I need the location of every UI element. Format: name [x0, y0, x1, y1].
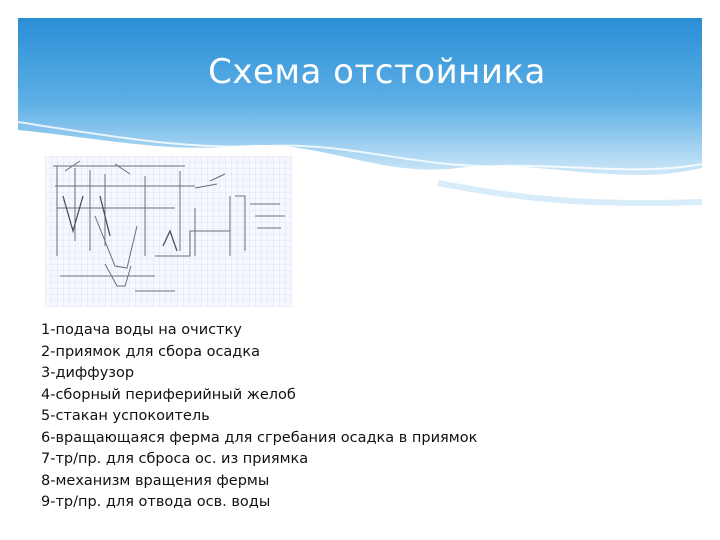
legend-item: 6-вращающаяся ферма для сгребания осадка в приямок — [41, 429, 478, 446]
slide-title: Схема отстойника — [208, 52, 546, 92]
legend-item: 3-диффузор — [41, 365, 135, 381]
legend-item: 4-сборный периферийный желоб — [41, 386, 296, 403]
legend-item: 9-тр/пр. для отвода осв. воды — [41, 494, 271, 510]
legend-list — [41, 320, 477, 514]
legend-item: 5-стакан успокоитель — [41, 408, 210, 424]
sketch-drawing — [45, 156, 292, 307]
settler-sketch-image — [45, 156, 292, 307]
legend-item: 7-тр/пр. для сброса ос. из приямка — [41, 451, 309, 467]
legend-item: 1-подача воды на очистку — [41, 322, 242, 338]
legend-item: 2-приямок для сбора осадка — [41, 343, 260, 360]
legend-item: 8-механизм вращения фермы — [41, 472, 270, 489]
